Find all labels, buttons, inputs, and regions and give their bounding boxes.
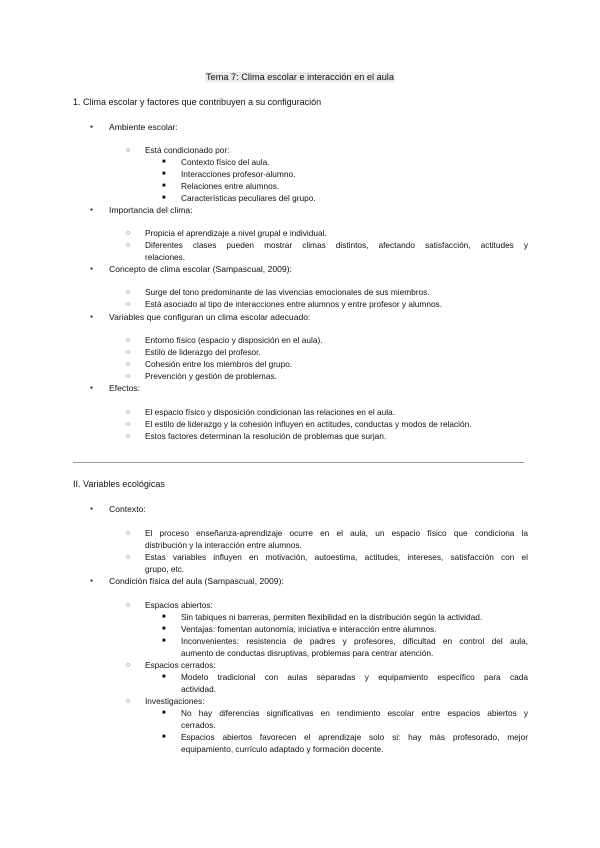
bullet-importancia: ● Importancia del clima:: [109, 205, 193, 217]
item-sin-tabiques: ■ Sin tabiques ni barreras, permiten flexibilidad en la distribución según la actividad.: [181, 612, 528, 624]
page-title: [0, 72, 600, 83]
bullet-efectos: ● Efectos:: [109, 383, 140, 395]
item-relaciones: ■ Relaciones entre alumnos.: [181, 181, 528, 193]
item-inconvenientes-cont: aumento de conductas disruptivas, problemas para centrar atención.: [181, 648, 434, 658]
bullet-concepto: ● Concepto de clima escolar (Sampascual, 2009):: [109, 264, 292, 276]
item-proceso: ○ El proceso enseñanza-aprendizaje ocurre en el aula, un espacio físico que condiciona la: [145, 528, 528, 540]
item-espacio-fisico: ○ El espacio físico y disposición condicionan las relaciones en el aula.: [145, 407, 528, 419]
item-propicia: ○ Propicia el aprendizaje a nivel grupal e individual.: [145, 228, 528, 240]
item-ventajas: ■ Ventajas: fomentan autonomía, iniciativa e interacción entre alumnos.: [181, 624, 528, 636]
item-factores: ○ Estos factores determinan la resolución de problemas que surjan.: [145, 431, 528, 443]
item-interacciones: ■ Interacciones profesor-alumno.: [181, 169, 528, 181]
item-espacios-abiertos-favorecen: ■ Espacios abiertos favorecen el aprendizaje solo si: hay más profesorado, mejor: [181, 732, 528, 744]
item-diferentes-clases-cont: relaciones.: [145, 252, 186, 262]
horizontal-divider: [73, 462, 524, 463]
bullet-variables: ● Variables que configuran un clima escolar adecuado:: [109, 312, 310, 324]
sub-investigaciones: ○ Investigaciones:: [145, 696, 528, 708]
item-estilo-liderazgo: ○ El estilo de liderazgo y la cohesión influyen en actitudes, conductas y modos de relación.: [145, 419, 528, 431]
item-prevencion: ○ Prevención y gestión de problemas.: [145, 371, 528, 383]
item-no-hay-diferencias-cont: cerrados.: [181, 720, 216, 730]
item-asociado: ○ Está asociado al tipo de interacciones entre alumnos y entre profesor y alumnos.: [145, 299, 528, 311]
item-caracteristicas: ■ Características peculiares del grupo.: [181, 193, 528, 205]
title-text: Tema 7: Clima escolar e interacción en el aula: [206, 72, 394, 82]
item-modelo-tradicional: ■ Modelo tradicional con aulas separadas y equipamiento específico para cada: [181, 672, 528, 684]
item-proceso-cont: distribución y la interacción entre alumnos.: [145, 540, 302, 550]
section-2-heading: II. Variables ecológicas: [73, 479, 165, 489]
section-1-heading: 1. Clima escolar y factores que contribuyen a su configuración: [73, 97, 322, 107]
item-estas-variables-cont: grupo, etc.: [145, 564, 185, 574]
item-surge: ○ Surge del tono predominante de las vivencias emocionales de sus miembros.: [145, 287, 528, 299]
item-espacios-abiertos-favorecen-cont: equipamiento, currículo adaptado y formación docente.: [181, 744, 384, 754]
item-liderazgo: ○ Estilo de liderazgo del profesor.: [145, 347, 528, 359]
item-cohesion: ○ Cohesión entre los miembros del grupo.: [145, 359, 528, 371]
item-entorno: ○ Entorno físico (espacio y disposición en el aula).: [145, 335, 528, 347]
bullet-ambiente: ● Ambiente escolar:: [109, 122, 178, 134]
sub-espacios-cerrados: ○ Espacios cerrados:: [145, 660, 528, 672]
item-contexto-fisico: ■ Contexto físico del aula.: [181, 157, 528, 169]
item-modelo-tradicional-cont: actividad.: [181, 684, 217, 694]
bullet-condicion-fisica: ● Condición física del aula (Sampascual, 2009):: [109, 576, 284, 588]
item-estas-variables: ○ Estas variables influyen en motivación, autoestima, actitudes, intereses, satisfacción con el: [145, 552, 528, 564]
sub-condicionado: ○ Está condicionado por:: [145, 145, 528, 157]
sub-espacios-abiertos: ○ Espacios abiertos:: [145, 600, 528, 612]
bullet-contexto: ● Contexto:: [109, 504, 146, 516]
item-diferentes-clases: ○ Diferentes clases pueden mostrar climas distintos, afectando satisfacción, actitudes y: [145, 240, 528, 252]
item-inconvenientes: ■ Inconvenientes: resistencia de padres y profesores, dificultad en control del aula,: [181, 636, 528, 648]
item-no-hay-diferencias: ■ No hay diferencias significativas en rendimiento escolar entre espacios abiertos y: [181, 708, 528, 720]
